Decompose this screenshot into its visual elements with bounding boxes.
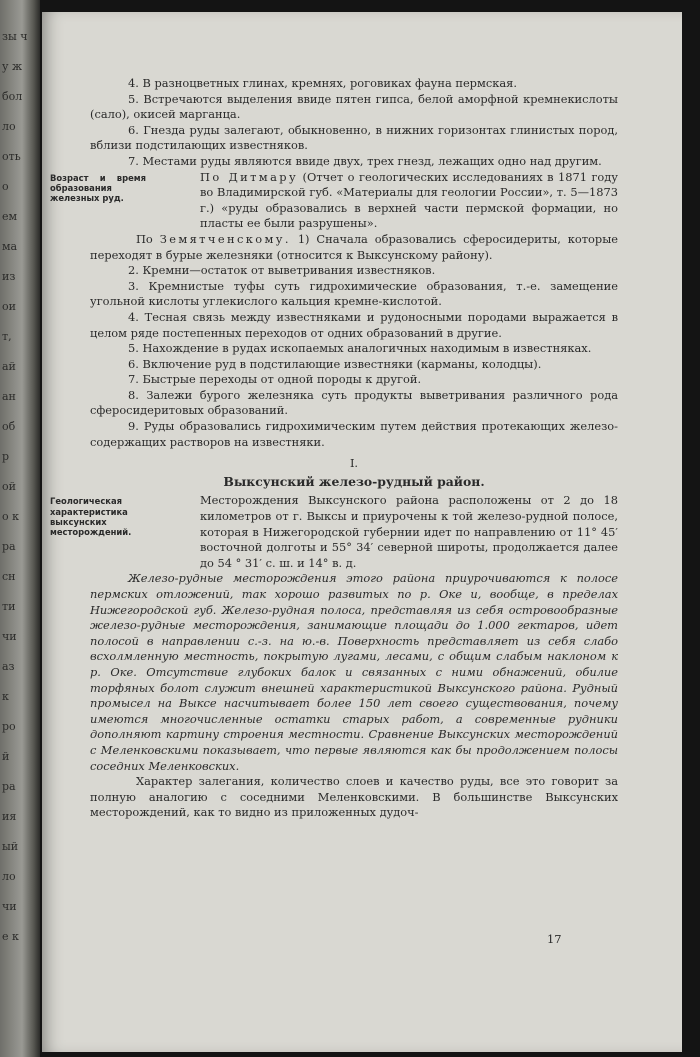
author-name: По Дитмару <box>200 169 299 184</box>
previous-page-text-fragment: об <box>2 420 16 433</box>
previous-page-text-fragment: чи <box>2 630 17 643</box>
section-title: Выксунский железо-рудный район. <box>223 473 485 489</box>
paragraph <box>90 170 618 232</box>
author-name: Земятченскому. <box>159 231 291 246</box>
previous-page-text-fragment: ем <box>2 210 18 223</box>
previous-page-text-fragment: ой <box>2 480 16 493</box>
previous-page-text-fragment: о <box>2 180 9 193</box>
previous-page-text-fragment: е к <box>2 930 19 943</box>
previous-page-text-fragment: ро <box>2 720 16 733</box>
paragraph <box>90 232 618 263</box>
paragraph: 8. Залежи бурого железняка суть продукты выветривания различного рода сферосидеритовых образований. <box>90 387 618 418</box>
previous-page-text-fragment: ои <box>2 300 16 313</box>
previous-page-text-fragment: ра <box>2 780 16 793</box>
paragraph: 6. Включение руд в подстилающие известняки (карманы, колодцы). <box>128 356 542 371</box>
previous-page-text-fragment: ан <box>2 390 16 403</box>
previous-page-text-fragment: из <box>2 270 16 283</box>
vyksa-block <box>50 493 618 571</box>
margin-note: Возраст и время образования железных руд. <box>50 172 146 203</box>
previous-page-text-fragment: бол <box>2 90 23 103</box>
paragraph: 2. Кремни—остаток от выветривания известняков. <box>128 263 436 278</box>
paragraph-prefix: По <box>136 231 153 246</box>
paragraph: 7. Быстрые переходы от одной породы к другой. <box>128 372 422 387</box>
previous-page-text-fragment: ай <box>2 360 16 373</box>
section-number: I. <box>349 456 359 471</box>
paragraph: 6. Гнезда руды залегают, обыкновенно, в нижних горизонтах глинистых пород, вблизи подстилающих известняков. <box>90 122 618 153</box>
previous-page-text-fragment: аз <box>2 660 15 673</box>
paragraph-text: (Отчет о геологических исследованиях в 1871 году во Владимирской губ. «Материалы для геологии России», т. 5—1873 г.) «руды образовались в верхней части пермской формации, но пласты ее были разрушены». <box>200 169 618 231</box>
paragraph: Характер залегания, количество слоев и качество руды, все это говорит за полную аналогию с соседними Меленковскими. В большинстве Выксунских месторождений, как то видно из приложенных дудоч- <box>90 774 618 820</box>
paragraph: Железо-рудные месторождения этого района приурочиваются к полосе пермских отложений, так хорошо развитых по р. Оке и, вообще, в пределах Нижегородской губ. Железо-рудная полоса, представляя из себя островообразные железо-рудные месторождения, занимающие площади до 1.000 гектаров, идет полосой в направлении с.-з. на ю.-в. Поверхность представляет из себя слабо всхолмленную местность, покрытую лугами, лесами, с общим слабым наклоном к р. Оке. Отсутствие глубоких балок и связанных с ними обнажений, обилие торфяных болот служит внешней характеристикой Выксунского района. Рудный промысел на Выксе насчитывает более 150 лет своего существования, почему имеются многочисленные остатки старых работ, а современные рудники дополняют картину строения местности. Сравнение Выксунских месторождений с Меленковскими показывает, что первые являются как бы продолжением полосы соседних Меленковских. <box>90 571 618 773</box>
paragraph: 7. Местами руды являются ввиде двух, трех гнезд, лежащих одно над другим. <box>128 153 602 168</box>
page-number: 17 <box>547 932 562 946</box>
paragraph-text: 1) Сначала образовались сферосидериты, которые переходят в бурые железняки (относится к Выксунскому району). <box>90 231 619 262</box>
ditmar-block <box>50 169 618 232</box>
previous-page-text-fragment: ра <box>2 540 16 553</box>
paragraph: 4. Тесная связь между известняками и рудоносными породами выражается в целом ряде постепенных переходов от одних образований в другие. <box>90 309 618 340</box>
previous-page-text-fragment: ло <box>2 120 16 133</box>
previous-page-text-fragment: ти <box>2 600 16 613</box>
previous-page-text-fragment: сн <box>2 570 16 583</box>
paragraph: 5. Встречаются выделения ввиде пятен гипса, белой аморфной кремнекислоты (сало), окисей марганца. <box>90 91 618 122</box>
previous-page-text-fragment: к <box>2 690 9 703</box>
previous-page-text-fragment: т, <box>2 330 12 343</box>
paragraph: 9. Руды образовались гидрохимическим путем действия протекающих железо-содержащих растворов на известняки. <box>90 419 618 449</box>
paragraph: 3. Кремнистые туфы суть гидрохимические образования, т.-е. замещение угольной кислоты углекислого кальция кремне-кислотой. <box>90 278 618 309</box>
paragraph: 4. В разноцветных глинах, кремнях, роговиках фауна пермская. <box>128 76 517 90</box>
previous-page-text-fragment: ый <box>2 840 19 853</box>
previous-page-text-fragment: ия <box>2 810 17 823</box>
previous-page-text-fragment: ма <box>2 240 18 253</box>
previous-page-edge <box>0 0 40 1057</box>
paragraph: Месторождения Выксунского района расположены от 2 до 18 километров от г. Выксы и приурочены к той железо-рудной полосе, которая в Нижегородской губернии идет по направлению от 11° 45′ восточной долготы и 55° 34′ северной широты, продолжается далее до 54 ° 31′ с. ш. и 14° в. д. <box>200 493 618 570</box>
previous-page-text-fragment: й <box>2 750 10 763</box>
previous-page-text-fragment: р <box>2 450 10 463</box>
book-page <box>42 12 682 1052</box>
previous-page-text-fragment: зы ч <box>2 30 28 43</box>
previous-page-text-fragment: у ж <box>2 60 23 73</box>
previous-page-text-fragment: оть <box>2 150 21 163</box>
previous-page-text-fragment: ло <box>2 870 16 883</box>
previous-page-text-fragment: о к <box>2 510 19 523</box>
page-content <box>50 76 619 821</box>
margin-note: Геологическая характеристика выксунских месторождений. <box>50 496 132 538</box>
previous-page-text-fragment: чи <box>2 900 17 913</box>
paragraph: 5. Нахождение в рудах ископаемых аналогичных находимым в известняках. <box>128 341 592 356</box>
